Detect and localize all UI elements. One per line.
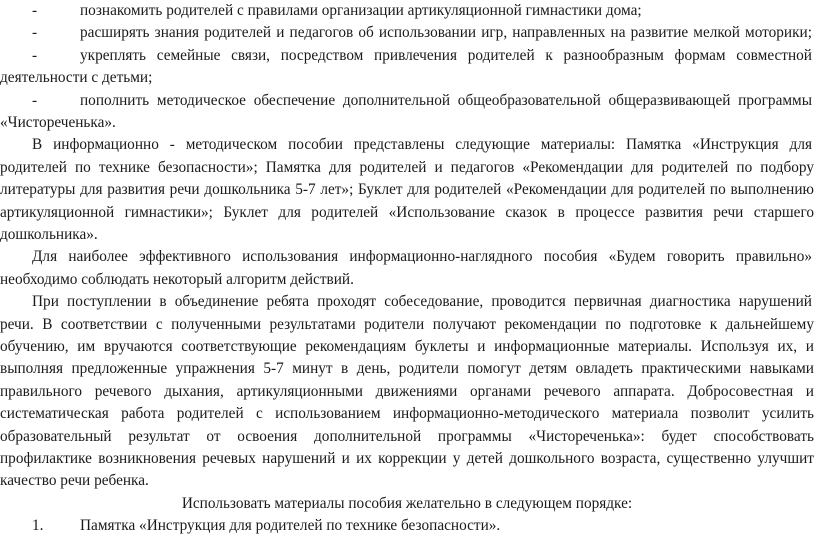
bullet-item-family-ties <box>0 45 814 67</box>
bullet-text: пополнить методическое обеспечение дополнительной общеобразовательной общеразвивающей программы <box>80 91 812 109</box>
paragraph-line: родителей по технике безопасности»; Памятка для родителей и педагогов «Рекомендации для родителей по подбору <box>0 158 814 176</box>
paragraph-line: литературы для развития речи дошкольника 5-7 лет»; Буклет для родителей «Рекомендации для родителей по выполнению <box>0 181 814 199</box>
paragraph-materials-first-line <box>0 134 814 156</box>
paragraph-line: выполняя предложенные упражнения 5-7 минут в день, родители помогут детям овладеть практическими навыками <box>0 360 814 378</box>
bullet-marker: - <box>32 2 38 19</box>
paragraph-line: дошкольника». <box>0 226 98 243</box>
paragraph-line: необходимо соблюдать некоторый алгоритм действий. <box>0 270 354 288</box>
paragraph-line: речи. В соответствии с полученными результатами родители получают рекомендации по подготовке к дальнейшему <box>0 315 814 333</box>
order-heading: Использовать материалы пособия желательно в следующем порядке: <box>181 494 633 512</box>
paragraph-text: В информационно - методическом пособии представлены следующие материалы: Памятка «Инструкция для <box>32 136 812 154</box>
paragraph-text: Для наиболее эффективного использования информационно-наглядного пособия «Будем говорить правильно» <box>32 248 812 266</box>
list-number: 1. <box>32 517 44 535</box>
bullet-item-parents-gymnastics <box>0 0 814 22</box>
paragraph-line: систематическая работа родителей с использованием информационно-методического материала позволит усилить <box>0 405 814 423</box>
ordered-list-item <box>0 515 814 537</box>
bullet-item-motor-skills <box>0 22 814 44</box>
paragraph-line: обучению, им вручаются соответствующие рекомендациям буклеты и информационные материалы. Используя их, и <box>0 338 814 355</box>
bullet-marker: - <box>32 91 38 109</box>
bullet-text: познакомить родителей с правилами организации артикуляционной гимнастики дома; <box>80 2 642 19</box>
paragraph-line: правильного речевого дыхания, артикуляционными движениями органами речевого аппарата. Добросовестная и <box>0 382 814 400</box>
bullet-continuation: «Чистореченька». <box>0 114 116 131</box>
paragraph-line: образовательный результат от освоения дополнительной программы «Чистореченька»: будет способствовать <box>0 427 814 445</box>
paragraph-line: профилактике возникновения речевых нарушений и их коррекции у детей дошкольного возраста, существенно улучшит <box>0 450 814 467</box>
bullet-continuation: деятельности с детьми; <box>0 69 153 87</box>
bullet-text: расширять знания родителей и педагогов об использовании игр, направленных на развитие мелкой моторики; <box>80 24 812 42</box>
paragraph-text: При поступлении в объединение ребята проходят собеседование, проводится первичная диагностика нарушений <box>32 293 812 311</box>
bullet-item-methodical-support <box>0 90 814 112</box>
paragraph-diagnostics-first-line <box>0 291 814 313</box>
paragraph-line: артикуляционной гимнастики»; Буклет для родителей «Использование сказок в процессе развития речи старшего <box>0 203 814 221</box>
paragraph-algorithm-first-line <box>0 246 814 268</box>
bullet-marker: - <box>32 46 38 64</box>
bullet-text: укреплять семейные связи, посредством привлечения родителей к разнообразным формам совместной <box>80 46 812 64</box>
list-item-text: Памятка «Инструкция для родителей по технике безопасности». <box>80 517 501 535</box>
bullet-marker: - <box>32 24 38 42</box>
paragraph-line: качество речи ребенка. <box>0 472 149 490</box>
